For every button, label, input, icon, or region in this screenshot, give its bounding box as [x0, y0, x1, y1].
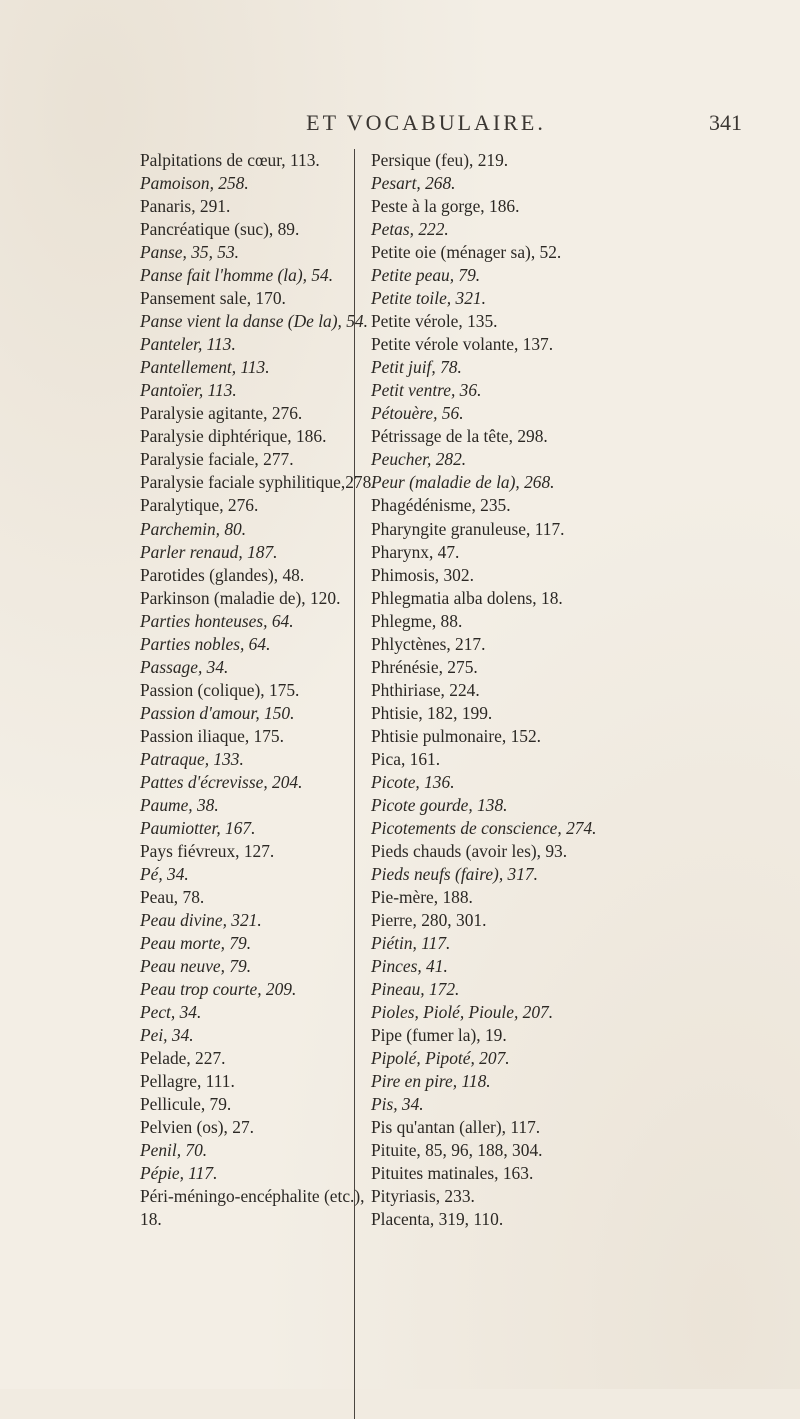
index-entry: Pioles, Piolé, Pioule, 207. — [371, 1002, 554, 1023]
index-entry: Parties nobles, 64. — [140, 633, 271, 654]
index-entry: Panaris, 291. — [140, 196, 231, 217]
index-entry: Pé, 34. — [140, 863, 189, 884]
index-entry: Pellagre, 111. — [140, 1071, 235, 1092]
index-entry: Parkinson (maladie de), 120. — [140, 587, 341, 608]
index-entry: Pituites matinales, 163. — [371, 1163, 534, 1184]
index-entry: Pityriasis, 233. — [371, 1186, 475, 1207]
index-entry: Petite oie (ménager sa), 52. — [371, 242, 562, 263]
index-entry: Paralysie faciale, 277. — [140, 449, 294, 470]
index-entry: Parchemin, 80. — [140, 518, 247, 539]
index-entry: Pharyngite granuleuse, 117. — [371, 518, 565, 539]
index-entry: Pierre, 280, 301. — [371, 910, 487, 931]
index-entry: 18. — [140, 1209, 162, 1230]
index-entry: Phtisie pulmonaire, 152. — [371, 725, 542, 746]
index-entry: Pieds neufs (faire), 317. — [371, 863, 538, 884]
index-entry: Parties honteuses, 64. — [140, 610, 294, 631]
index-entry: Pesart, 268. — [371, 173, 456, 194]
index-entry: Phlegme, 88. — [371, 610, 463, 631]
index-entry: Phlyctènes, 217. — [371, 633, 486, 654]
index-entry: Pis qu'antan (aller), 117. — [371, 1117, 541, 1138]
running-header — [110, 110, 742, 140]
index-entry: Pantellement, 113. — [140, 357, 270, 378]
index-entry: Panse, 35, 53. — [140, 242, 240, 263]
index-entry: Passion (colique), 175. — [140, 679, 300, 700]
index-entry: Passage, 34. — [140, 656, 229, 677]
index-entry: Passion iliaque, 175. — [140, 725, 284, 746]
index-entry: Pieds chauds (avoir les), 93. — [371, 840, 568, 861]
index-entry: Piétin, 117. — [371, 933, 451, 954]
index-entry: Parotides (glandes), 48. — [140, 564, 305, 585]
index-entry: Persique (feu), 219. — [371, 150, 509, 170]
index-entry: Peau, 78. — [140, 887, 205, 907]
index-entry: Pect, 34. — [140, 1002, 202, 1023]
index-entry: Pinces, 41. — [371, 956, 448, 977]
index-entry: Passion d'amour, 150. — [140, 702, 295, 723]
index-entry: Picote, 136. — [371, 771, 455, 792]
index-entry: Petite vérole, 135. — [371, 311, 498, 332]
index-entry: Panteler, 113. — [140, 334, 236, 355]
index-entry: Pie-mère, 188. — [371, 887, 473, 907]
index-entry: Phtisie, 182, 199. — [371, 702, 493, 723]
index-entry: Paralytique, 276. — [140, 495, 259, 516]
index-entry: Petit juif, 78. — [371, 357, 462, 378]
index-entry: Peur (maladie de la), 268. — [371, 472, 555, 493]
index-entry: Placenta, 319, 110. — [371, 1209, 504, 1230]
index-entry: Penil, 70. — [140, 1140, 208, 1161]
index-entry: Phthiriase, 224. — [371, 679, 480, 700]
index-entry: Peau neuve, 79. — [140, 956, 252, 977]
index-entry: Pancréatique (suc), 89. — [140, 219, 300, 240]
index-entry: Pattes d'écrevisse, 204. — [140, 771, 303, 792]
index-entry: Pei, 34. — [140, 1025, 194, 1046]
index-entry: Pétrissage de la tête, 298. — [371, 426, 548, 447]
header-title: ET VOCABULAIRE. — [306, 110, 546, 135]
index-entry: Pellicule, 79. — [140, 1094, 232, 1115]
index-entry: Paralysie diphtérique, 186. — [140, 426, 327, 447]
index-entry: Pantoïer, 113. — [140, 380, 237, 401]
index-entry: Paralysie faciale syphilitique,278. — [140, 472, 376, 493]
index-entry: Pituite, 85, 96, 188, 304. — [371, 1140, 543, 1161]
index-entry: Petas, 222. — [371, 219, 449, 240]
index-entry: Phrénésie, 275. — [371, 656, 478, 677]
index-entry: Picote gourde, 138. — [371, 794, 508, 815]
index-entry: Pelvien (os), 27. — [140, 1117, 254, 1138]
index-entry: Pipe (fumer la), 19. — [371, 1025, 507, 1046]
index-entry: Peucher, 282. — [371, 449, 467, 470]
index-entry: Paralysie agitante, 276. — [140, 403, 303, 424]
index-entry: Panse vient la danse (De la), 54. — [140, 311, 368, 332]
index-entry: Peste à la gorge, 186. — [371, 196, 520, 217]
index-entry: Pelade, 227. — [140, 1048, 226, 1069]
index-entry: Petite vérole volante, 137. — [371, 334, 554, 355]
index-entry: Phlegmatia alba dolens, 18. — [371, 587, 563, 608]
index-entry: Pétouère, 56. — [371, 403, 464, 424]
index-entry: Pharynx, 47. — [371, 541, 460, 562]
index-entry: Petite toile, 321. — [371, 288, 486, 309]
index-entry: Palpitations de cœur, 113. — [140, 150, 320, 170]
page-number: 341 — [709, 110, 742, 135]
index-column-right — [354, 149, 791, 1419]
index-entry: Petit ventre, 36. — [371, 380, 482, 401]
index-entry: Petite peau, 79. — [371, 265, 481, 286]
index-entry: Pays fiévreux, 127. — [140, 840, 275, 861]
index-entry: Picotements de conscience, 274. — [371, 817, 597, 838]
index-entry: Pica, 161. — [371, 748, 441, 769]
index-entry: Pamoison, 258. — [140, 173, 249, 194]
index-entry: Paume, 38. — [140, 794, 219, 815]
index-entry: Paumiotter, 167. — [140, 817, 256, 838]
index-entry: Peau divine, 321. — [140, 910, 262, 931]
index-entry: Pis, 34. — [371, 1094, 424, 1115]
index-entry: Pansement sale, 170. — [140, 288, 286, 309]
index-entry: Patraque, 133. — [140, 748, 244, 769]
index-entry: Phagédénisme, 235. — [371, 495, 511, 516]
index-entry: Péri-méningo-encéphalite (etc.), — [140, 1186, 365, 1207]
index-entry: Pire en pire, 118. — [371, 1071, 491, 1092]
index-entry: Pineau, 172. — [371, 979, 460, 1000]
index-entry: Parler renaud, 187. — [140, 541, 278, 562]
index-entry: Panse fait l'homme (la), 54. — [140, 265, 334, 286]
index-entry: Phimosis, 302. — [371, 564, 474, 585]
index-entry: Peau morte, 79. — [140, 933, 252, 954]
index-entry: Pipolé, Pipoté, 207. — [371, 1048, 510, 1069]
index-entry: Peau trop courte, 209. — [140, 979, 297, 1000]
index-entry: Pépie, 117. — [140, 1163, 218, 1184]
